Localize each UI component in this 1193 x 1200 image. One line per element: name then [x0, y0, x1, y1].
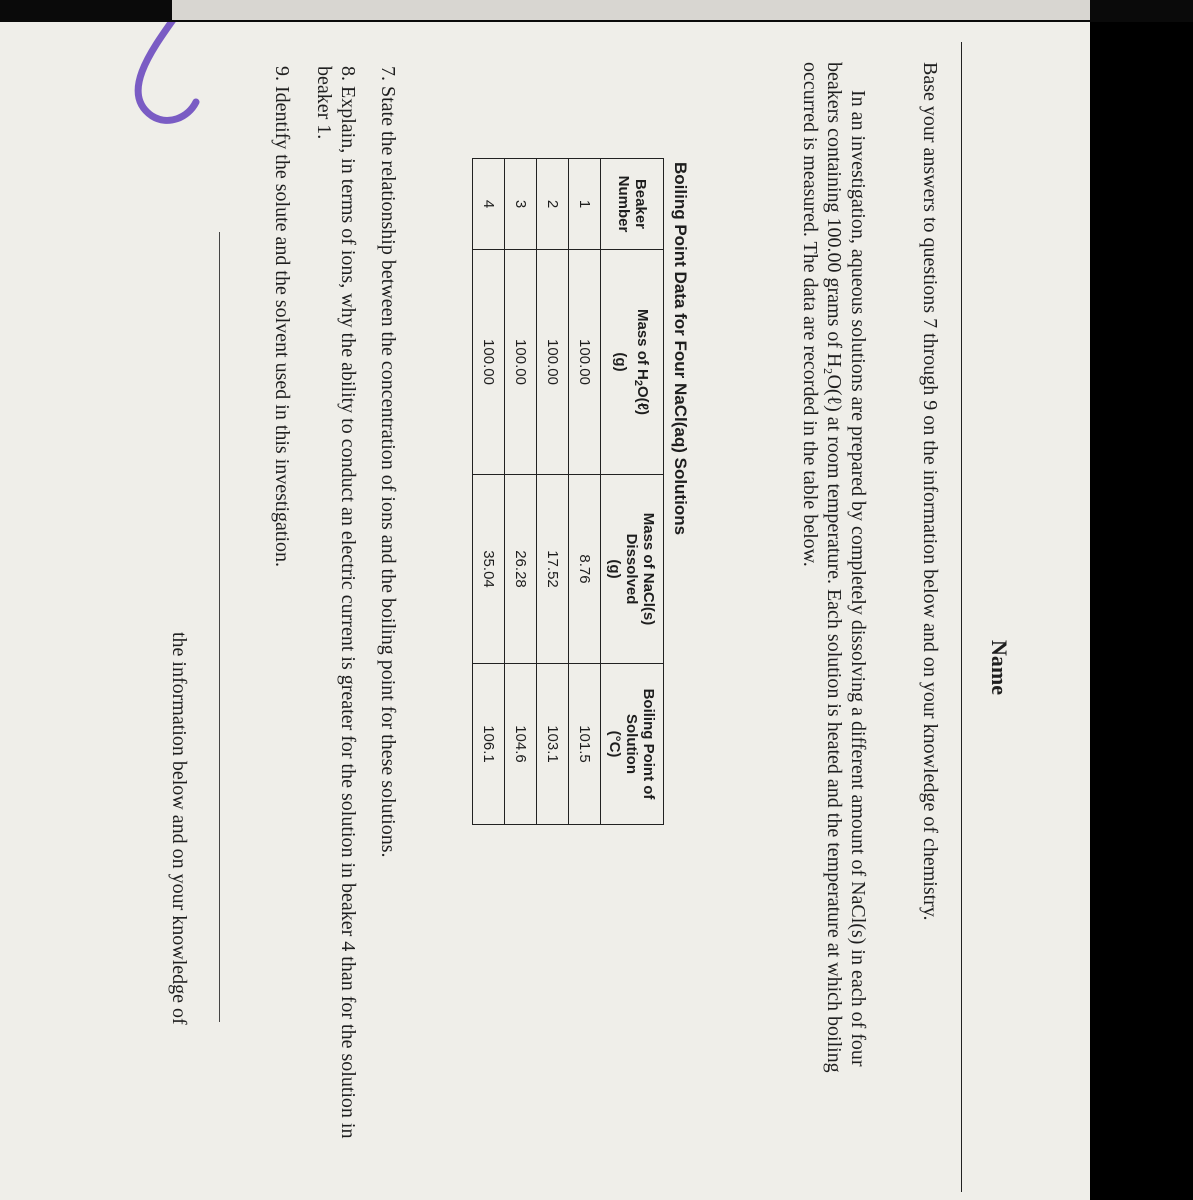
- boiling-point-table: [472, 158, 664, 825]
- question-9: 9. Identify the solute and the solvent used in this investigation.: [271, 66, 293, 568]
- cell-boiling-point: 106.1: [473, 664, 505, 825]
- cell-mass-nacl: 35.04: [473, 475, 505, 664]
- table-row: [473, 159, 505, 825]
- intro-text: Base your answers to questions 7 through 9 on the information below and on your knowledge of chemistry.: [919, 62, 941, 921]
- cell-mass-water: 100.00: [537, 250, 569, 475]
- cell-mass-water: 100.00: [505, 250, 537, 475]
- cell-boiling-point: 104.6: [505, 664, 537, 825]
- header-mass-water: Mass of $H_2O(\ell)$ (g): [601, 250, 664, 475]
- photo-edge-strip: [172, 0, 1090, 20]
- table-row: [537, 159, 569, 825]
- investigation-description: In an investigation, aqueous solutions are prepared by completely dissolving a different amount of NaCl(s) in each of four beakers containing 100.00 grams of H₂O(ℓ) at room temperature. Each solution is heated and the temperature at which boiling occurred is measured. The data are recorded in the table below.: [799, 62, 869, 1073]
- cell-boiling-point: 103.1: [537, 664, 569, 825]
- cell-boiling-point: 101.5: [569, 664, 601, 825]
- header-beaker-number: Beaker Number: [601, 159, 664, 250]
- worksheet-paper: [0, 22, 1090, 1200]
- cell-mass-water: 100.00: [569, 250, 601, 475]
- table-header-row: [601, 159, 664, 825]
- header-boiling-point: Boiling Point of Solution (°C): [601, 664, 664, 825]
- cell-mass-nacl: 8.76: [569, 475, 601, 664]
- name-line: [961, 42, 962, 1192]
- table-title: Boiling Point Data for Four NaCl(aq) Solutions: [671, 162, 690, 536]
- frame-top-bar: [0, 0, 1193, 22]
- name-label: Name: [987, 640, 1012, 695]
- table-row: [505, 159, 537, 825]
- cell-mass-water: 100.00: [473, 250, 505, 475]
- answer-line: [219, 232, 220, 1022]
- table-row: [569, 159, 601, 825]
- rotated-page: [0, 22, 1090, 1200]
- cell-beaker: 3: [505, 159, 537, 250]
- cell-beaker: 4: [473, 159, 505, 250]
- cutoff-text: the information below and on your knowledge of: [168, 632, 190, 1025]
- cell-mass-nacl: 26.28: [505, 475, 537, 664]
- photo-stage: [0, 22, 1193, 1200]
- cell-mass-nacl: 17.52: [537, 475, 569, 664]
- cell-beaker: 2: [537, 159, 569, 250]
- question-8: 8. Explain, in terms of ions, why the ability to conduct an electric current is greater for the solution in beaker 4 than for the solution in beaker 1.: [313, 66, 359, 1139]
- cell-beaker: 1: [569, 159, 601, 250]
- header-mass-nacl: Mass of NaCl(s) Dissolved (g): [601, 475, 664, 664]
- question-7: 7. State the relationship between the concentration of ions and the boiling point for these solutions.: [377, 66, 399, 858]
